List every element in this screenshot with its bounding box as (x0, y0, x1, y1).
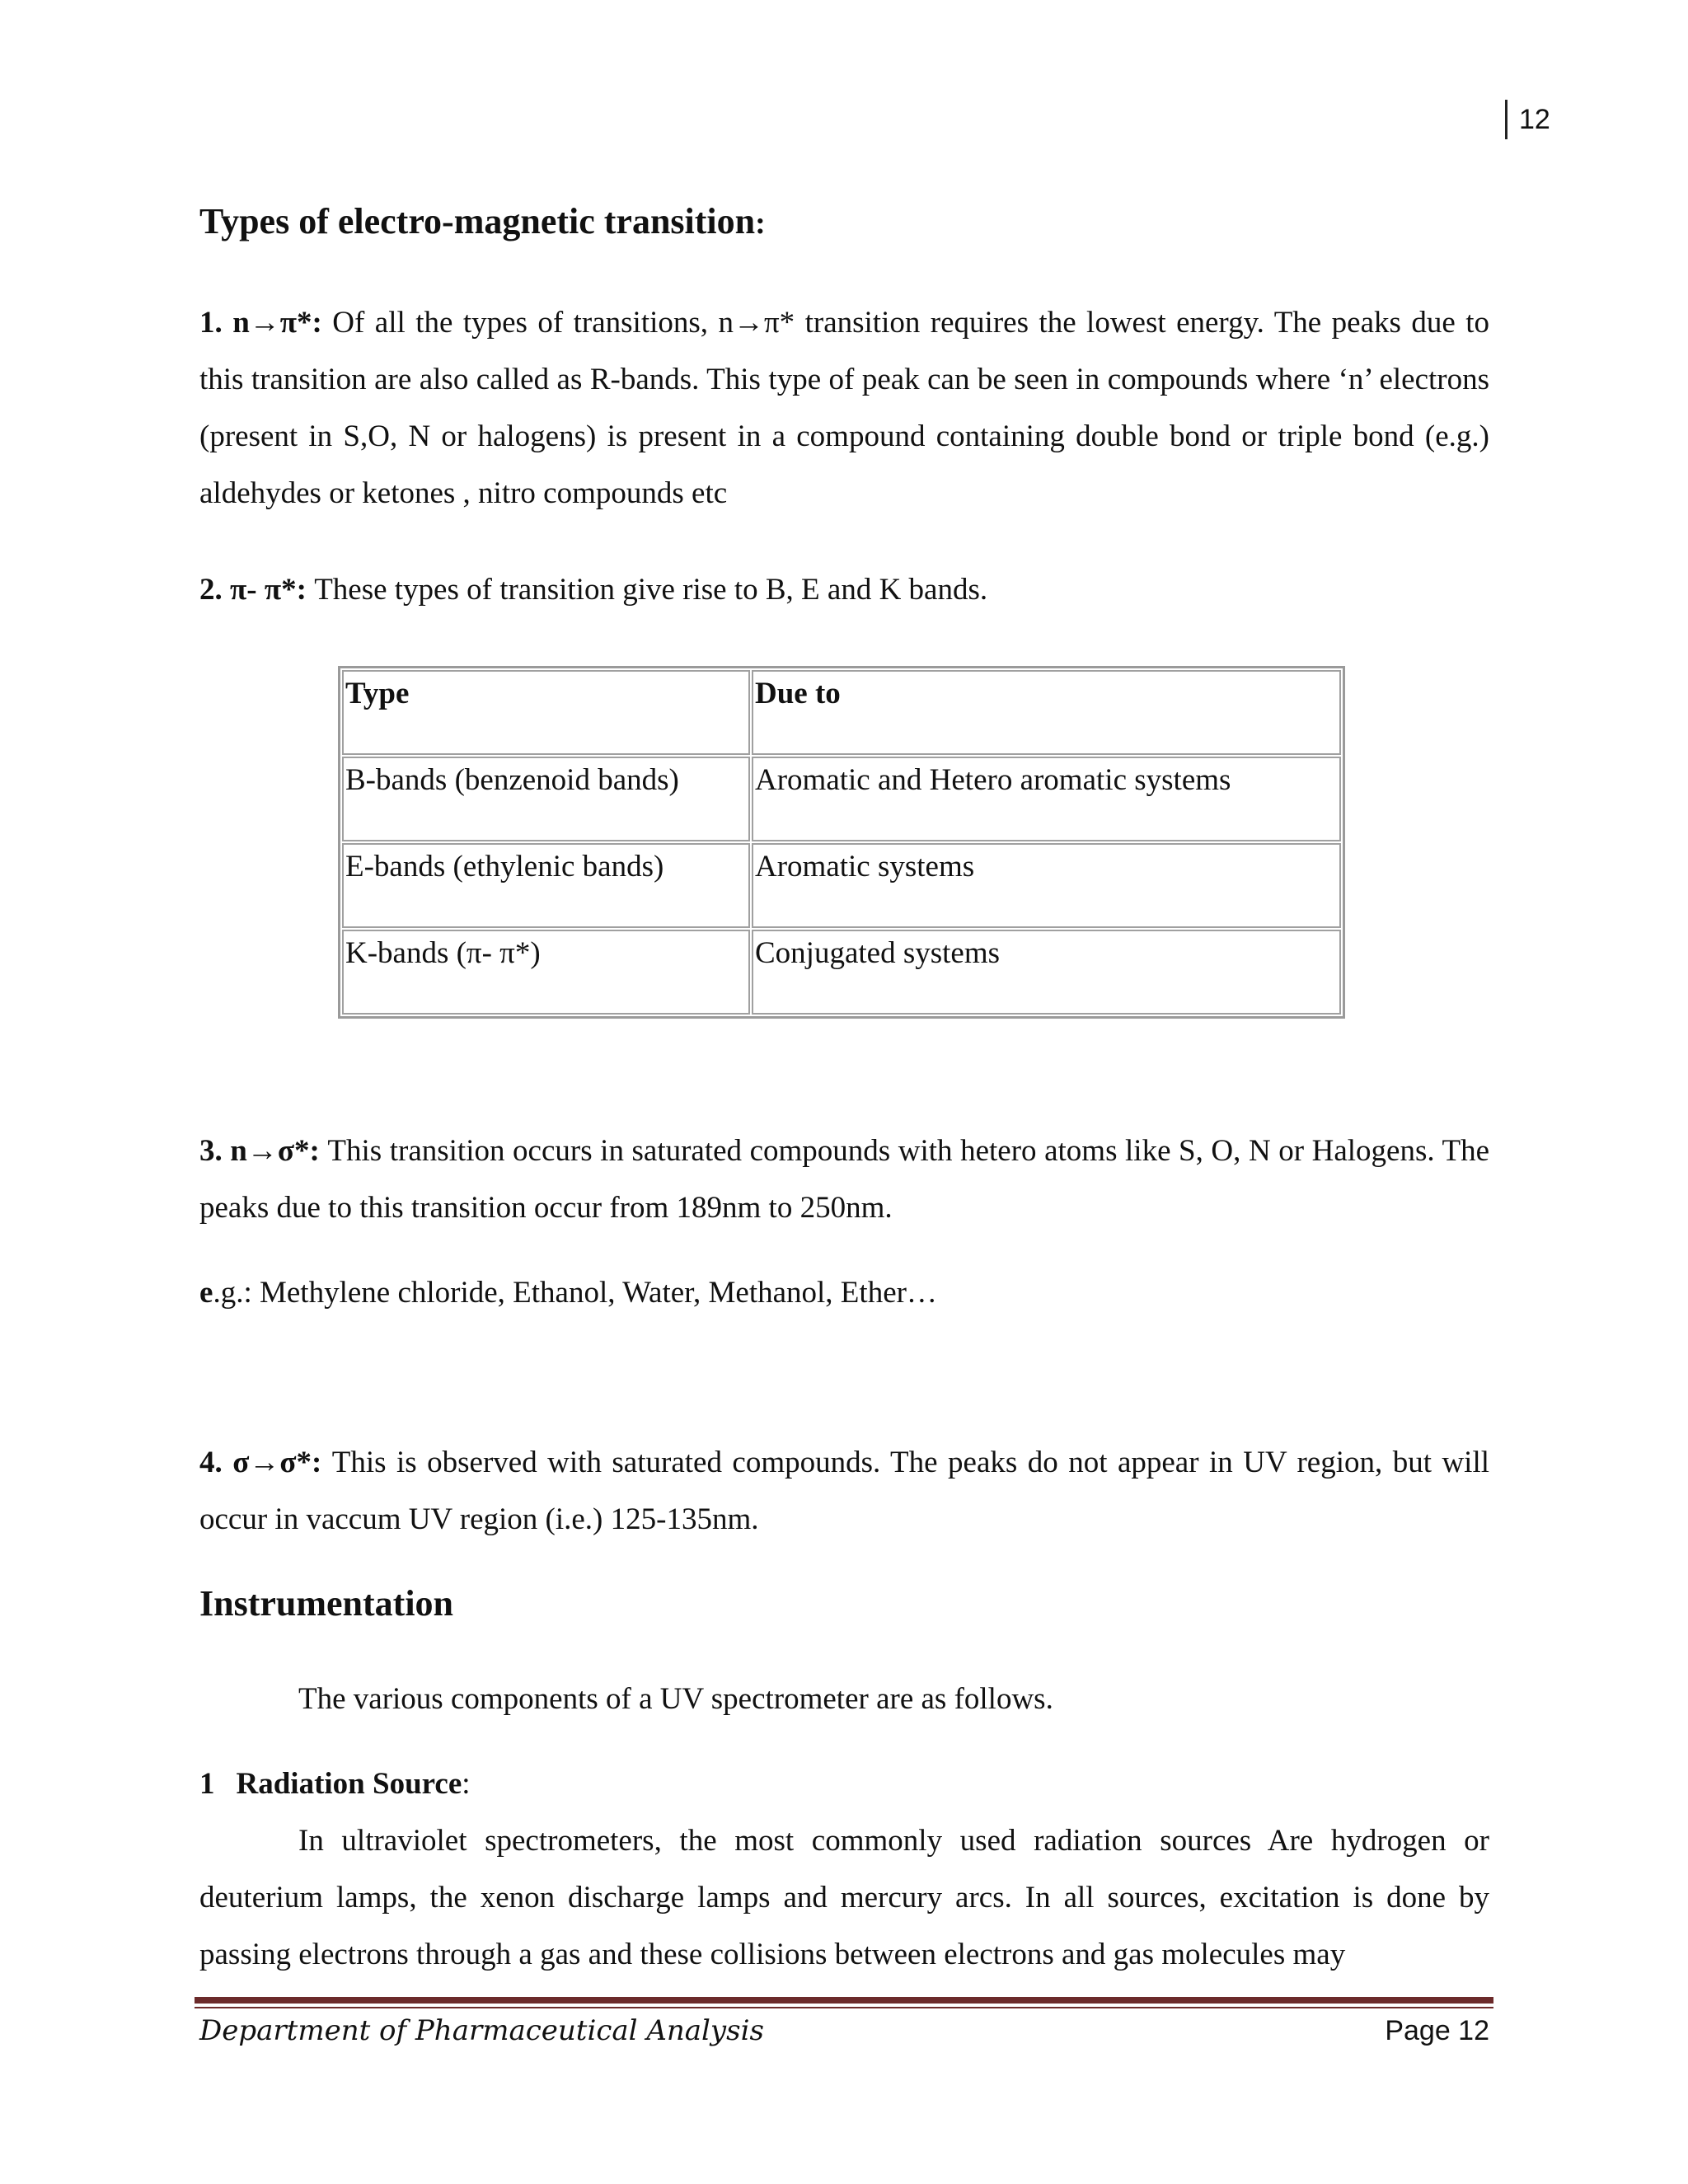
paragraph-example-lead: e (199, 1276, 213, 1310)
table-cell-type: B-bands (benzenoid bands) (342, 757, 750, 841)
table-row (342, 930, 1341, 1015)
paragraph-n-sigma (199, 1122, 1489, 1236)
radiation-source-subheading (199, 1755, 471, 1812)
instrumentation-heading: Instrumentation (199, 1583, 454, 1624)
table-header-due-to: Due to (752, 670, 1341, 755)
paragraph-pi-pi (199, 561, 987, 618)
radiation-source-paragraph: In ultraviolet spectrometers, the most commonly used radiation sources Are hydrogen or deuterium lamps, the xenon discharge lamps and mercury arcs. In all sources, excitation is done by passing electrons through a gas and these collisions between electrons and gas molecules may (199, 1824, 1489, 1971)
footer-department: Department of Pharmaceutical Analysis (199, 2014, 764, 2047)
table-row (342, 757, 1341, 841)
section-heading-text: Types of electro-magnetic transition (199, 201, 756, 241)
instrumentation-intro: The various components of a UV spectrometer are as follows. (298, 1682, 1053, 1716)
section-heading-colon: : (755, 206, 766, 241)
subheading-title: Radiation Source (236, 1767, 462, 1801)
table-cell-type: E-bands (ethylenic bands) (342, 843, 750, 928)
paragraph-sigma-sigma-lead: 4. σ→σ*: (199, 1446, 322, 1479)
footer-rule-thin (195, 2007, 1493, 2008)
table-header-row (342, 670, 1341, 755)
table-cell-type: K-bands (π- π*) (342, 930, 750, 1015)
footer-page-label: Page 12 (1385, 2015, 1489, 2046)
paragraph-example-text: .g.: Methylene chloride, Ethanol, Water, Methanol, Ether… (213, 1276, 937, 1310)
subheading-colon: : (462, 1767, 471, 1801)
table-header-type: Type (342, 670, 750, 755)
header-page-number: 12 (1505, 100, 1550, 139)
paragraph-n-pi-text: Of all the types of transitions, n→π* transition requires the lowest energy. The peaks due to this transition are also called as R-bands. This type of peak can be seen in compounds where ‘n’ electrons (present in S,O, N or halogens) is present in a compound containing double bond or triple bond (e.g.) aldehydes or ketones , nitro compounds etc (199, 306, 1489, 510)
paragraph-example (199, 1264, 937, 1321)
table-cell-due-to: Conjugated systems (752, 930, 1341, 1015)
footer-rule (195, 1997, 1493, 2004)
table-cell-due-to: Aromatic systems (752, 843, 1341, 928)
table-row (342, 843, 1341, 928)
paragraph-pi-pi-lead: 2. π- π*: (199, 573, 307, 607)
paragraph-pi-pi-text: These types of transition give rise to B, E and K bands. (306, 573, 988, 607)
paragraph-n-pi (199, 294, 1489, 522)
table-cell-due-to: Aromatic and Hetero aromatic systems (752, 757, 1341, 841)
bands-table (338, 666, 1345, 1019)
paragraph-n-sigma-lead: 3. n→σ*: (199, 1134, 320, 1168)
paragraph-n-pi-lead: 1. n→π*: (199, 306, 322, 340)
paragraph-n-sigma-text: This transition occurs in saturated compounds with hetero atoms like S, O, N or Halogens. The peaks due to this transition occur from 189nm to 250nm. (199, 1134, 1490, 1225)
subheading-number: 1 (199, 1767, 215, 1801)
paragraph-sigma-sigma-text: This is observed with saturated compounds. The peaks do not appear in UV region, but will occur in vaccum UV region (i.e.) 125-135nm. (199, 1446, 1489, 1536)
section-heading (199, 200, 766, 242)
paragraph-sigma-sigma (199, 1434, 1489, 1548)
